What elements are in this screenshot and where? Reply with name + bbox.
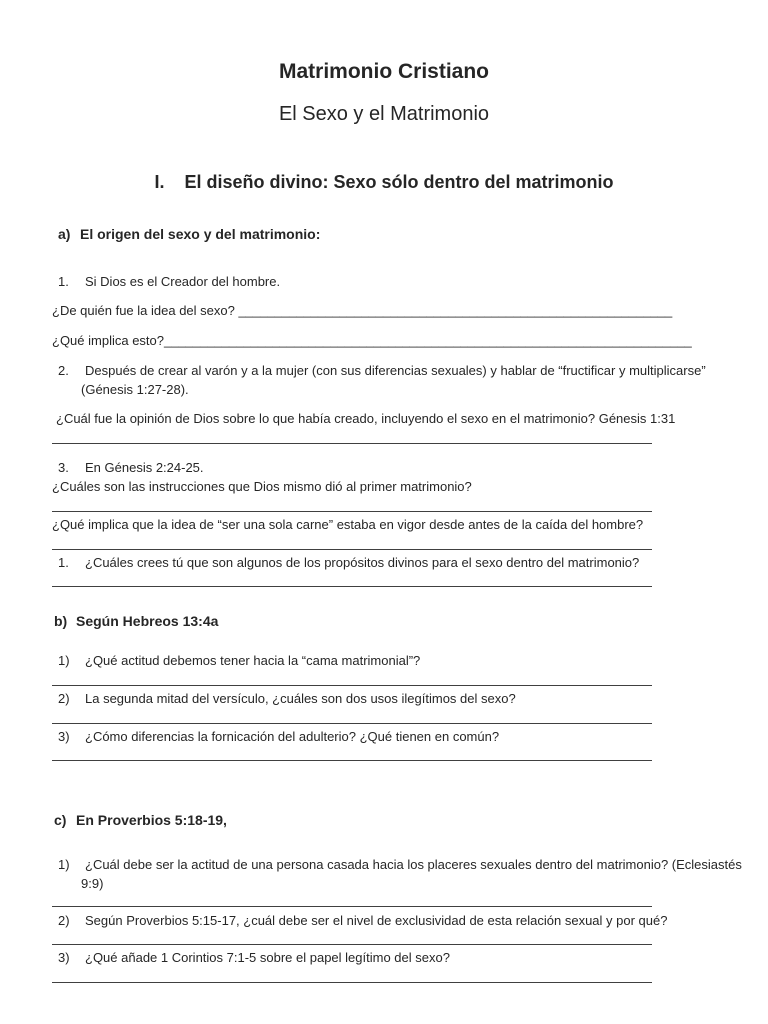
answer-line [52, 586, 652, 587]
question-text: Si Dios es el Creador del hombre. [85, 274, 281, 289]
section-c-label: c) [54, 812, 67, 828]
question-number: 2. [58, 363, 69, 378]
question-a1 [58, 274, 280, 289]
question-number: 3) [58, 950, 70, 965]
question-number: 1) [58, 857, 70, 872]
question-text: La segunda mitad del versículo, ¿cuáles son dos usos ilegítimos del sexo? [85, 691, 516, 706]
question-text: ¿Qué actitud debemos tener hacia la “cama matrimonial”? [85, 653, 421, 668]
question-number: 2) [58, 913, 70, 928]
question-a3 [58, 460, 204, 475]
section-a-label: a) [58, 226, 71, 242]
question-text: ¿Cómo diferencias la fornicación del adulterio? ¿Qué tienen en común? [85, 729, 500, 744]
section-b-label: b) [54, 613, 68, 629]
question-a3-sola-carne: ¿Qué implica que la idea de “ser una sola carne” estaba en vigor desde antes de la caída del hombre? [52, 517, 644, 532]
section-b-title: Según Hebreos 13:4a [76, 613, 219, 629]
answer-line [52, 685, 652, 686]
question-text: ¿Qué añade 1 Corintios 7:1-5 sobre el papel legítimo del sexo? [85, 950, 450, 965]
question-number: 1) [58, 653, 70, 668]
answer-line [52, 944, 652, 945]
question-a2-line2: (Génesis 1:27-28). [81, 382, 189, 397]
document-title: Matrimonio Cristiano [278, 60, 489, 83]
question-b2 [58, 691, 516, 706]
question-number: 1. [58, 274, 69, 289]
answer-line [52, 982, 652, 983]
question-a1-implica: ¿Qué implica esto?_________________________________________________________________________ [52, 333, 692, 348]
question-text: En Génesis 2:24-25. [85, 460, 204, 475]
answer-line [52, 723, 652, 724]
question-text-line1: ¿Cuál debe ser la actitud de una persona casada hacia los placeres sexuales dentro del matrimonio? (Eclesiastés [85, 857, 742, 872]
question-b1 [58, 653, 420, 668]
section-a-heading [58, 226, 320, 242]
question-a3-instrucciones: ¿Cuáles son las instrucciones que Dios mismo dió al primer matrimonio? [52, 479, 472, 494]
question-number: 3. [58, 460, 69, 475]
question-text: ¿Cuáles crees tú que son algunos de los propósitos divinos para el sexo dentro del matrimonio? [85, 555, 640, 570]
section-c-heading [54, 812, 227, 828]
document-subtitle: El Sexo y el Matrimonio [278, 103, 490, 125]
question-number: 3) [58, 729, 70, 744]
answer-line [52, 549, 652, 550]
question-b3 [58, 729, 499, 744]
question-text-line1: Después de crear al varón y a la mujer (con sus diferencias sexuales) y hablar de “fructificar y multiplicarse” [85, 363, 706, 378]
part-heading [0, 172, 768, 193]
question-a4 [58, 555, 639, 570]
section-c-title: En Proverbios 5:18-19, [76, 812, 227, 828]
question-number: 2) [58, 691, 70, 706]
part-number: I. [154, 172, 165, 192]
question-a2 [58, 363, 706, 378]
question-c1 [58, 857, 742, 872]
answer-line [52, 760, 652, 761]
question-c1-line2: 9:9) [81, 876, 104, 891]
question-text: Según Proverbios 5:15-17, ¿cuál debe ser el nivel de exclusividad de esta relación sexual y por qué? [85, 913, 668, 928]
question-c2 [58, 913, 667, 928]
answer-line [52, 511, 652, 512]
answer-line [52, 443, 652, 444]
question-a2-opinion: ¿Cuál fue la opinión de Dios sobre lo que había creado, incluyendo el sexo en el matrimonio? Génesis 1:31 [56, 411, 676, 426]
section-a-title: El origen del sexo y del matrimonio: [80, 226, 321, 242]
question-number: 1. [58, 555, 69, 570]
question-c3 [58, 950, 450, 965]
question-a1-idea: ¿De quién fue la idea del sexo? ____________________________________________________________ [52, 303, 673, 318]
section-b-heading [54, 613, 218, 629]
part-title: El diseño divino: Sexo sólo dentro del matrimonio [184, 172, 614, 192]
answer-line [52, 906, 652, 907]
